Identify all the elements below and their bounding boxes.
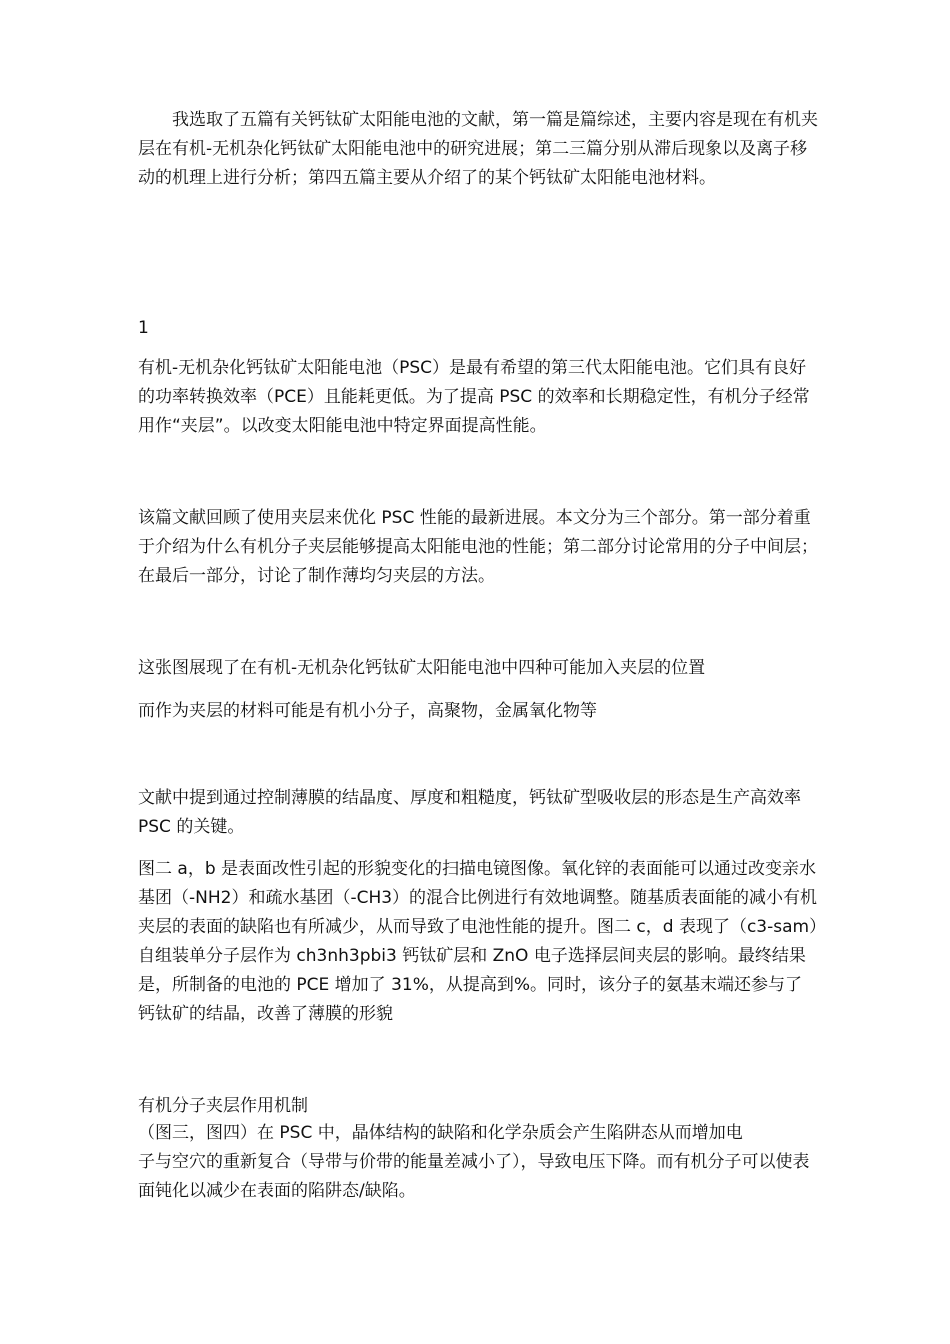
paragraph-interlayer-positions: 这张图展现了在有机-无机杂化钙钛矿太阳能电池中四种可能加入夹层的位置 (138, 658, 706, 678)
section-title: 有机分子夹层作用机制 (138, 1096, 308, 1116)
paragraph-interlayer-materials: 而作为夹层的材料可能是有机小分子，高聚物，金属氧化物等 (138, 701, 597, 721)
paragraph-review-structure: 该篇文献回顾了使用夹层来优化 PSC 性能的最新进展。本文分为三个部分。第一部分着重于介绍为什么有机分子夹层能够提高太阳能电池的性能；第二部分讨论常用的分子中间层；在最后一部分，讨论了制作薄均匀夹层的方法。 (138, 508, 818, 586)
paragraph-psc-overview: 有机-无机杂化钙钛矿太阳能电池（PSC）是最有希望的第三代太阳能电池。它们具有良好的功率转换效率（PCE）且能耗更低。为了提高 PSC 的效率和长期稳定性，有机分子经常用作“夹层”。以改变太阳能电池中特定界面提高性能。 (138, 358, 810, 436)
section-number: 1 (138, 318, 149, 338)
intro-paragraph: 我选取了五篇有关钙钛矿太阳能电池的文献，第一篇是篇综述，主要内容是现在有机夹层在有机-无机杂化钙钛矿太阳能电池中的研究进展；第二三篇分别从滞后现象以及离子移动的机理上进行分析；第四五篇主要从介绍了的某个钙钛矿太阳能电池材料。 (138, 110, 818, 188)
paragraph-figure-two: 图二 a，b 是表面改性引起的形貌变化的扫描电镜图像。氧化锌的表面能可以通过改变亲水基团（-NH2）和疏水基团（-CH3）的混合比例进行有效地调整。随基质表面能的减小有机夹层的表面的缺陷也有所减少，从而导致了电池性能的提升。图二 c，d 表现了（c3-sam）自组装单分子层作为 ch3nh3pbi3 钙钛矿层和 ZnO 电子选择层间夹层的影响。最终结果是，所制备的电池的 PCE 增加了 31%，从提高到%。同时，该分子的氨基末端还参与了钙钛矿的结晶，改善了薄膜的形貌 (138, 859, 818, 1024)
paragraph-mechanism (138, 1119, 818, 1206)
mechanism-line-1: （图三，图四）在 PSC 中，晶体结构的缺陷和化学杂质会产生陷阱态从而增加电 (138, 1123, 743, 1143)
paragraph-morphology: 文献中提到通过控制薄膜的结晶度、厚度和粗糙度，钙钛矿型吸收层的形态是生产高效率 PSC 的关键。 (138, 788, 801, 837)
mechanism-rest: 子与空穴的重新复合（导带与价带的能量差减小了），导致电压下降。而有机分子可以使表面钝化以减少在表面的陷阱态/缺陷。 (138, 1152, 810, 1201)
